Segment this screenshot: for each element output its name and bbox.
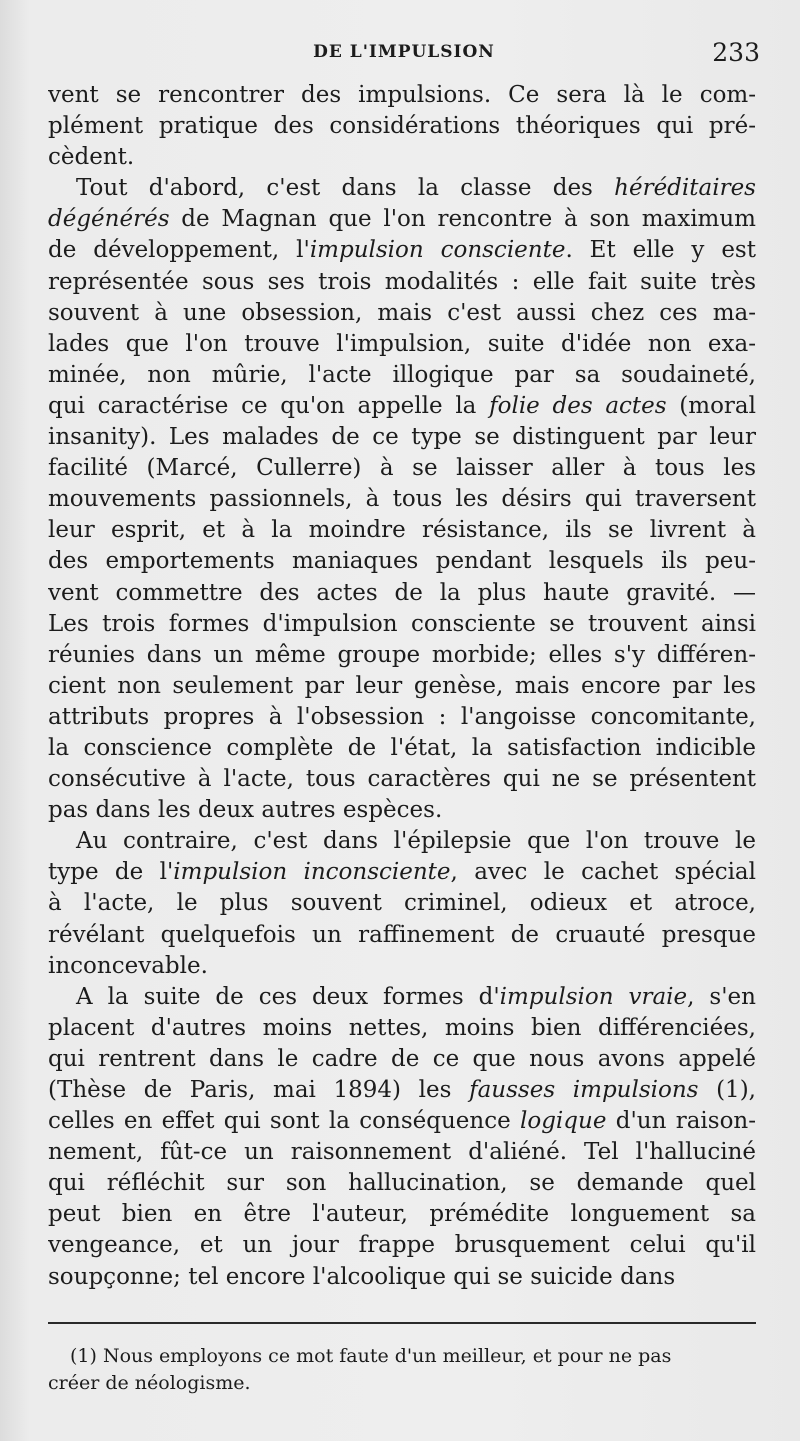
text-run: lades que l'on trouve l'impulsion, suite d'idée non exa- — [48, 330, 756, 357]
text-run: insanity). Les malades de ce type se distinguent par leur — [48, 424, 756, 451]
text-run: soupçonne; tel encore l'alcoolique qui se suicide dans — [48, 1263, 676, 1290]
text-line — [48, 609, 756, 640]
text-line — [48, 671, 756, 702]
text-line — [48, 702, 756, 733]
text-run: des emportements maniaques pendant lesquels ils peu- — [48, 548, 756, 575]
text-run: Les trois formes d'impulsion consciente se trouvent ainsi — [48, 610, 756, 637]
text-run: nement, fût-ce un raisonnement d'aliéné. Tel l'halluciné — [48, 1139, 756, 1166]
text-run: de Magnan que l'on rencontre à son maximum — [169, 206, 756, 233]
text-run: qui réfléchit sur son hallucination, se demande quel — [48, 1170, 756, 1197]
text-run: révélant quelquefois un raffinement de cruauté presque — [48, 921, 756, 948]
text-run: cèdent. — [48, 144, 135, 171]
italic-run: folie des actes — [489, 392, 667, 419]
running-head — [48, 38, 760, 68]
text-run: . Et elle y est — [565, 237, 756, 264]
text-line — [48, 826, 756, 857]
text-run: plément pratique des considérations théoriques qui pré- — [48, 113, 756, 140]
text-line — [48, 515, 756, 546]
text-line — [48, 951, 756, 982]
text-line — [48, 764, 756, 795]
text-run: de développement, l' — [48, 237, 310, 264]
text-run: peut bien en être l'auteur, prémédite longuement sa — [48, 1201, 756, 1228]
text-run: réunies dans un même groupe morbide; elles s'y différen- — [48, 641, 756, 668]
text-line — [48, 982, 756, 1013]
footnote-line: (1) Nous employons ce mot faute d'un meilleur, et pour ne pas — [70, 1345, 672, 1367]
text-run: (1), — [698, 1077, 756, 1103]
text-line — [48, 1168, 756, 1199]
text-run: souvent à une obsession, mais c'est aussi chez ces ma- — [48, 299, 756, 326]
text-line — [48, 453, 756, 484]
text-line — [48, 391, 756, 422]
text-run: type de l' — [48, 859, 174, 886]
text-run: vent se rencontrer des impulsions. Ce sera là le com- — [48, 82, 756, 108]
text-line — [48, 578, 756, 609]
text-line — [48, 1230, 756, 1261]
text-line — [48, 640, 756, 671]
text-line — [48, 733, 756, 764]
footnote — [48, 1343, 756, 1397]
text-line — [48, 1013, 756, 1044]
footnote-rule — [48, 1322, 756, 1324]
text-line — [48, 360, 756, 391]
text-line — [48, 80, 756, 111]
text-run: , avec le cachet spécial — [450, 859, 756, 886]
text-run: cient non seulement par leur genèse, mais encore par les — [48, 672, 756, 699]
text-run: consécutive à l'acte, tous caractères qui ne se présentent — [48, 766, 756, 793]
text-line — [48, 329, 756, 360]
italic-run: impulsion inconsciente — [173, 859, 451, 886]
text-line — [48, 546, 756, 577]
text-line — [48, 267, 756, 298]
text-line — [48, 484, 756, 515]
text-line — [48, 111, 756, 142]
italic-run: dégénérés — [48, 206, 170, 233]
text-line — [48, 422, 756, 453]
text-run: représentée sous ses trois modalités : elle fait suite très — [48, 268, 756, 295]
text-line — [48, 1075, 756, 1106]
text-line — [48, 795, 756, 826]
text-run: leur esprit, et à la moindre résistance, ils se livrent à — [48, 517, 756, 544]
text-run: qui caractérise ce qu'on appelle la — [48, 392, 490, 419]
text-run: vengeance, et un jour frappe brusquement celui qu'il — [48, 1232, 756, 1259]
text-run: inconcevable. — [48, 952, 208, 979]
page-number: 233 — [712, 38, 760, 67]
footnote-line: créer de néologisme. — [48, 1372, 251, 1394]
text-line — [48, 142, 756, 173]
text-run: à l'acte, le plus souvent criminel, odieux et atroce, — [48, 890, 756, 917]
text-run: A la suite de ces deux formes d' — [76, 983, 500, 1010]
text-run: vent commettre des actes de la plus haute gravité. — — [48, 579, 756, 606]
text-run: la conscience complète de l'état, la satisfaction indicible — [48, 734, 756, 761]
text-run: celles en effet qui sont la conséquence — [48, 1108, 520, 1135]
italic-run: impulsion consciente — [309, 237, 566, 264]
italic-run: fausses impulsions — [469, 1077, 699, 1103]
text-line — [48, 1106, 756, 1137]
text-run: attributs propres à l'obsession : l'angoisse concomitante, — [48, 703, 756, 730]
text-run: pas dans les deux autres espèces. — [48, 797, 443, 824]
running-title: DE L'IMPULSION — [313, 42, 495, 62]
text-run: minée, non mûrie, l'acte illogique par sa soudaineté, — [48, 361, 756, 388]
text-run: mouvements passionnels, à tous les désirs qui traversent — [48, 486, 756, 513]
italic-run: logique — [520, 1108, 607, 1135]
text-run: Tout d'abord, c'est dans la classe des — [76, 175, 615, 202]
text-line — [48, 204, 756, 235]
text-line — [48, 298, 756, 329]
text-line — [48, 235, 756, 266]
text-run: Au contraire, c'est dans l'épilepsie que l'on trouve le — [76, 828, 756, 855]
text-run: (moral — [666, 392, 756, 419]
text-run: facilité (Marcé, Cullerre) à se laisser aller à tous les — [48, 455, 756, 482]
text-line — [48, 888, 756, 919]
text-line — [48, 1262, 756, 1293]
italic-run: héréditaires — [614, 175, 756, 202]
text-line — [48, 1044, 756, 1075]
text-line — [48, 857, 756, 888]
body-text — [48, 80, 756, 1293]
italic-run: impulsion vraie — [499, 983, 688, 1010]
text-line — [48, 920, 756, 951]
text-line — [48, 1137, 756, 1168]
text-run: (Thèse de Paris, mai 1894) les — [48, 1077, 470, 1103]
text-line — [48, 1199, 756, 1230]
text-run: qui rentrent dans le cadre de ce que nous avons appelé — [48, 1045, 756, 1072]
text-run: d'un raison- — [606, 1108, 756, 1135]
text-run: , s'en — [687, 983, 756, 1010]
text-run: placent d'autres moins nettes, moins bien différenciées, — [48, 1014, 756, 1041]
text-line — [48, 173, 756, 204]
